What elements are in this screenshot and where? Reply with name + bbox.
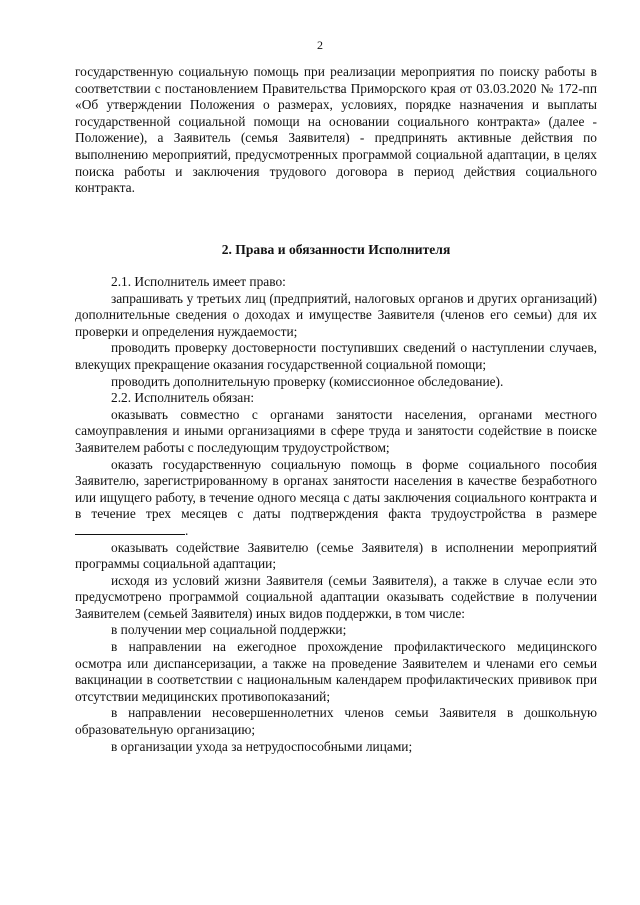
clause-2-2-item: оказывать содействие Заявителю (семье Заявителя) в исполнении мероприятий программы социальной адаптации; [75, 539, 597, 572]
page-number: 2 [317, 38, 323, 52]
clause-2-1-item: запрашивать у третьих лиц (предприятий, налоговых органов и других организаций) дополнительные сведения о доходах и имуществе Заявителя (членов его семьи) для их проверки и определения нуждаемости; [75, 290, 597, 339]
amount-blank-line [75, 523, 185, 535]
support-item: в направлении на ежегодное прохождение профилактического медицинского осмотра или диспансеризации, а также на проведение Заявителем и членами его семьи вакцинации в соответствии с национальным календарем профилактических прививок при отсутствии медицинских противопоказаний; [75, 639, 597, 704]
clause-2-2-item: исходя из условий жизни Заявителя (семьи Заявителя), а также в случае если это предусмотрено программой социальной адаптации оказывать содействие в получении Заявителем (семьей Заявителя) иных видов поддержки, в том числе: [75, 572, 597, 621]
clause-2-1-item: проводить дополнительную проверку (комиссионное обследование). [111, 373, 504, 389]
intro-paragraph: государственную социальную помощь при реализации мероприятия по поиску работы в соответствии с постановлением Правительства Приморского края от 03.03.2020 № 172-пп «Об утверждении Положения о размерах, условиях, порядке назначения и выплаты государственной социальной помощи на основании социального контракта» (далее - Положение), а Заявитель (семья Заявителя) - предпринять активные действия по выполнению мероприятий, предусмотренных программой социальной адаптации, в целях поиска работы и заключения трудового договора в период действия социального контракта. [75, 64, 597, 196]
clause-2-2-item-text: оказать государственную социальную помощь в форме социального пособия Заявителю, зарегистрированному в органах занятости населения в качестве безработного или ищущего работу, в течение одного месяца с даты заключения социального контракта и в течение трех месяцев с даты подтверждения факта трудоустройства в размере [75, 456, 597, 522]
clause-2-1-item: проводить проверку достоверности поступивших сведений о наступлении случаев, влекущих прекращение оказания государственной социальной помощи; [75, 340, 597, 372]
clause-2-2-item [75, 407, 597, 457]
clause-2-2-item-amount [75, 457, 597, 540]
support-item: в направлении несовершеннолетних членов семьи Заявителя в дошкольную образовательную организацию; [75, 705, 597, 738]
clause-2-2: 2.2. Исполнитель обязан: [111, 390, 255, 406]
support-item: в организации ухода за нетрудоспособными лицами; [111, 738, 413, 754]
section-body [75, 274, 597, 755]
section-heading: 2. Права и обязанности Исполнителя [221, 242, 451, 257]
clause-end-punct: . [185, 522, 189, 538]
clause-2-2-item-text: оказывать совместно с органами занятости населения, органами местного самоуправления и иными организациями в сфере труда и занятости содействие в поиске Заявителем работы с последующим трудоустройством; [75, 406, 597, 455]
support-item: в получении мер социальной поддержки; [111, 622, 347, 638]
intro-block [75, 64, 597, 197]
clause-2-1: 2.1. Исполнитель имеет право: [111, 274, 286, 289]
